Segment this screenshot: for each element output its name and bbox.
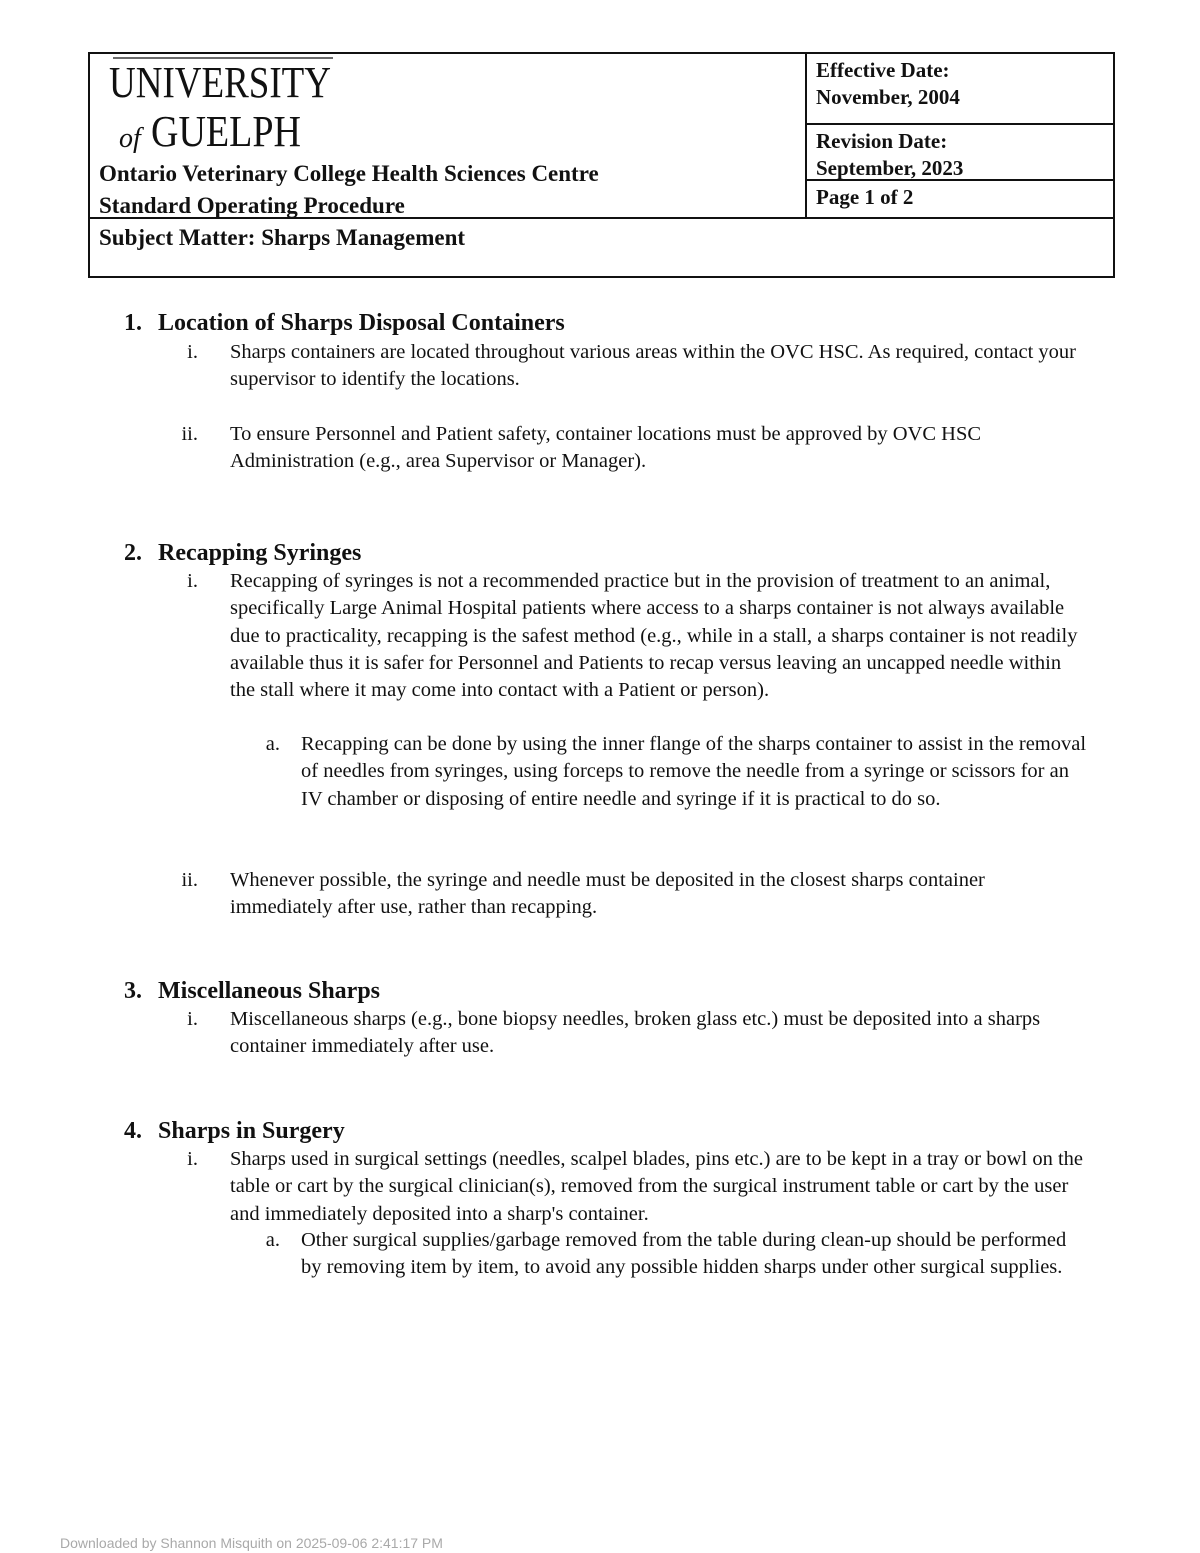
item-text: Whenever possible, the syringe and needle must be deposited in the closest sharps container immediately after use, rather than recapping. xyxy=(230,869,985,919)
logo-university-text: UNIVERSITY xyxy=(109,58,331,107)
item-text: Sharps containers are located throughout various areas within the OVC HSC. As required, contact your supervisor to identify the locations. xyxy=(230,341,1076,391)
item-text: To ensure Personnel and Patient safety, container locations must be approved by OVC HSC Administration (e.g., area Supervisor or Manager). xyxy=(230,423,982,473)
effective-date-label: Effective Date: xyxy=(816,58,950,82)
item-text: Miscellaneous sharps (e.g., bone biopsy needles, broken glass etc.) must be deposited into a sharps container immediately after use. xyxy=(230,1008,1041,1058)
download-footer: Downloaded by Shannon Misquith on 2025-09-06 2:41:17 PM xyxy=(60,1535,443,1551)
section-number: 3. xyxy=(124,978,142,1004)
sub-item-text: Recapping can be done by using the inner flange of the sharps container to assist in the removal of needles from syringes, using forceps to remove the needle from a syringe or scissors for an IV chamber or disposing of entire needle and syringe if it is practical to do so. xyxy=(301,733,1087,810)
section-number: 2. xyxy=(124,540,142,566)
item-numeral: ii. xyxy=(181,869,198,891)
org-title-line1: Ontario Veterinary College Health Sciences Centre xyxy=(99,161,599,186)
effective-date-cell xyxy=(807,54,1113,125)
section-number: 4. xyxy=(124,1118,142,1144)
university-of-guelph-logo xyxy=(107,55,337,156)
item-numeral: i. xyxy=(187,570,198,592)
section-heading xyxy=(124,976,380,1006)
item-text: Sharps used in surgical settings (needles, scalpel blades, pins etc.) are to be kept in a tray or bowl on the table or cart by the surgical clinician(s), removed from the surgical instrument table or cart by the user and immediately deposited into a sharp's container. xyxy=(230,1148,1083,1225)
logo-of-text: of xyxy=(119,123,141,154)
sub-item-letter: a. xyxy=(265,1229,280,1251)
section-title: Miscellaneous Sharps xyxy=(158,978,381,1004)
section-title: Recapping Syringes xyxy=(158,540,362,566)
item-numeral: ii. xyxy=(181,423,198,445)
sub-item-letter: a. xyxy=(265,733,280,755)
section-title: Sharps in Surgery xyxy=(158,1118,345,1144)
header-dates-cell xyxy=(807,54,1113,217)
subject-matter: Subject Matter: Sharps Management xyxy=(99,225,466,250)
section-title: Location of Sharps Disposal Containers xyxy=(158,310,565,336)
header-title-cell xyxy=(90,54,807,217)
logo-guelph-text: GUELPH xyxy=(151,107,301,156)
section-heading xyxy=(124,308,565,338)
section-heading xyxy=(124,1116,345,1146)
item-numeral: i. xyxy=(187,1148,198,1170)
org-title-line2: Standard Operating Procedure xyxy=(99,193,405,218)
section-number: 1. xyxy=(124,310,142,336)
sub-item-text: Other surgical supplies/garbage removed from the table during clean-up should be performed by removing item by item, to avoid any possible hidden sharps under other surgical supplies. xyxy=(301,1229,1067,1279)
page-number: Page 1 of 2 xyxy=(816,185,914,209)
item-numeral: i. xyxy=(187,1008,198,1030)
item-numeral: i. xyxy=(187,341,198,363)
revision-date-value: September, 2023 xyxy=(816,156,964,180)
revision-date-cell xyxy=(807,125,1113,181)
page-number-cell xyxy=(807,181,1113,217)
header-table xyxy=(88,52,1115,278)
item-text: Recapping of syringes is not a recommended practice but in the provision of treatment to an animal, specifically Large Animal Hospital patients where access to a sharps container is not always available due to practicality, recapping is the safest method (e.g., while in a stall, a sharps container is not readily available thus it is safer for Personnel and Patients to recap versus leaving an uncapped needle within the stall where it may come into contact with a Patient or person). xyxy=(230,570,1078,702)
subject-cell xyxy=(90,217,1113,276)
section-heading xyxy=(124,538,361,568)
revision-date-label: Revision Date: xyxy=(816,129,948,153)
effective-date-value: November, 2004 xyxy=(816,85,960,109)
org-title xyxy=(99,158,799,222)
